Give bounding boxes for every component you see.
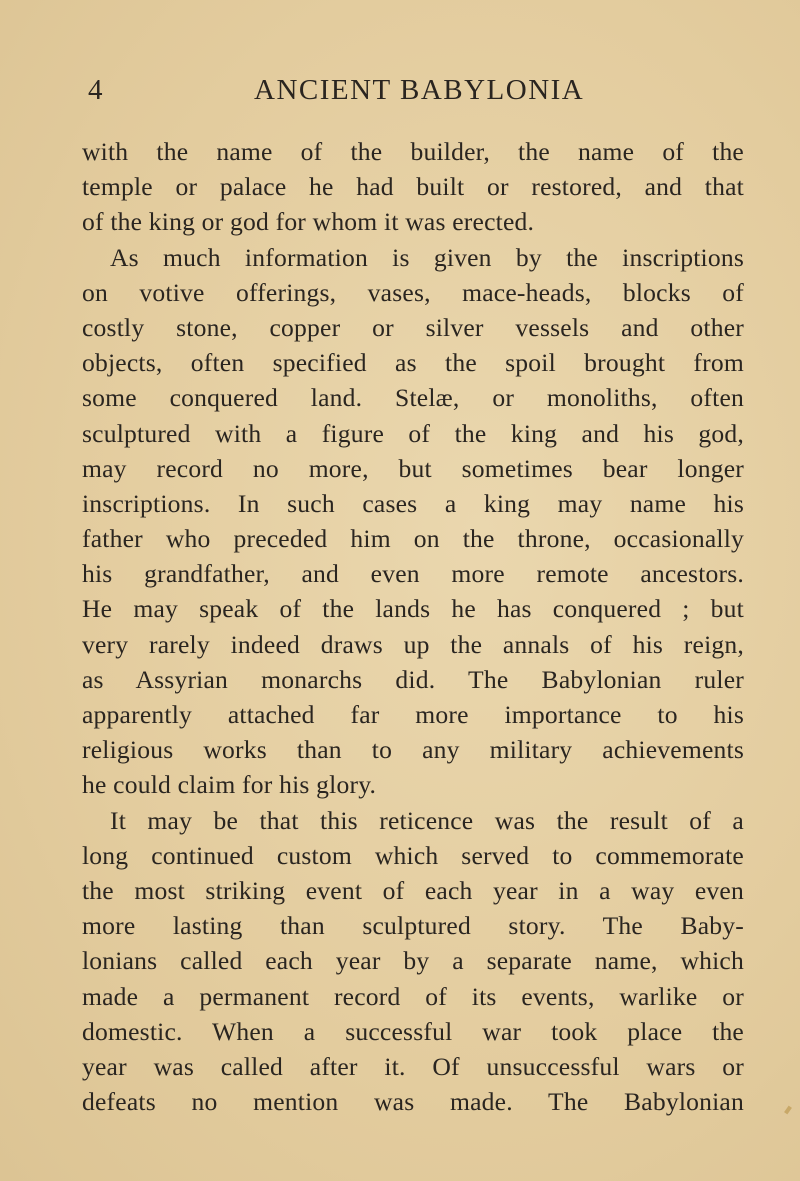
text-line: father who preceded him on the throne, occasionally xyxy=(82,524,744,554)
text-line: It may be that this reticence was the result of a xyxy=(110,805,744,835)
text-line: religious works than to any military achievements xyxy=(82,735,744,765)
text-line: defeats no mention was made. The Babylonian xyxy=(82,1087,744,1117)
text-line: with the name of the builder, the name of the xyxy=(82,137,744,166)
text-line: on votive offerings, vases, mace-heads, blocks of xyxy=(82,277,744,307)
text-line: he could claim for his glory. xyxy=(82,770,377,800)
text-line: apparently attached far more importance to his xyxy=(82,700,744,729)
book-page xyxy=(82,74,744,1119)
page-header xyxy=(82,74,744,114)
text-line: as Assyrian monarchs did. The Babylonian ruler xyxy=(82,664,744,694)
text-line: the most striking event of each year in a way even xyxy=(82,875,744,905)
text-line: He may speak of the lands he has conquered ; but xyxy=(82,594,744,624)
text-line: may record no more, but sometimes bear longer xyxy=(82,453,744,483)
text-line: inscriptions. In such cases a king may name his xyxy=(82,488,744,518)
text-line: temple or palace he had built or restored, and that xyxy=(82,172,744,202)
text-line: costly stone, copper or silver vessels and other xyxy=(82,312,744,342)
body-text xyxy=(82,134,744,1119)
text-line: objects, often specified as the spoil brought from xyxy=(82,348,744,378)
text-line: year was called after it. Of unsuccessful wars or xyxy=(82,1051,744,1081)
paper-speck xyxy=(784,1106,792,1115)
running-title: ANCIENT BABYLONIA xyxy=(254,74,585,106)
text-line: lonians called each year by a separate name, which xyxy=(82,946,744,976)
text-line: his grandfather, and even more remote ancestors. xyxy=(82,559,744,589)
text-line: of the king or god for whom it was erected. xyxy=(82,207,535,237)
page-number: 4 xyxy=(88,74,104,106)
text-line: made a permanent record of its events, warlike or xyxy=(82,981,744,1011)
text-line: very rarely indeed draws up the annals of his reign, xyxy=(82,629,744,659)
text-line: domestic. When a successful war took place the xyxy=(82,1016,744,1046)
text-line: sculptured with a figure of the king and his god, xyxy=(82,418,744,448)
text-line: more lasting than sculptured story. The Baby- xyxy=(82,911,744,941)
text-line: As much information is given by the inscriptions xyxy=(110,242,744,272)
text-line: long continued custom which served to commemorate xyxy=(82,840,744,870)
text-line: some conquered land. Stelæ, or monoliths, often xyxy=(82,383,744,413)
